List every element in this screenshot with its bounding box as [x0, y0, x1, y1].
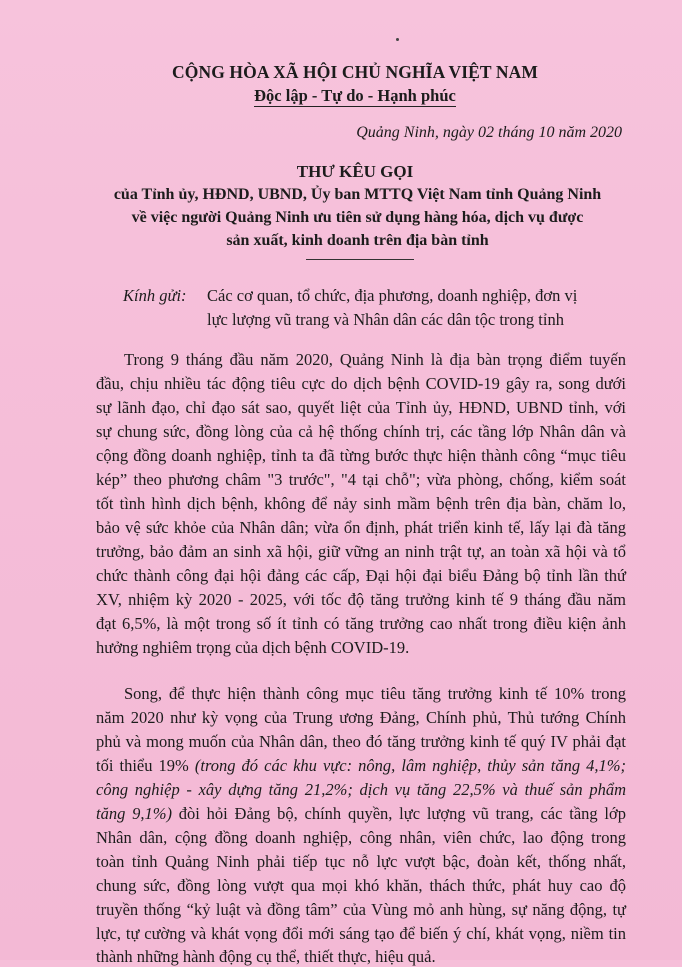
kinh-gui-recipient-line: Các cơ quan, tổ chức, địa phương, doanh nghiệp, đơn vị [207, 286, 578, 305]
paragraph1-line: kép” theo phương châm "3 trước", "4 tại chỗ"; vừa phòng, chống, kiểm soát [96, 470, 626, 489]
paragraph2-line: Song, để thực hiện thành công mục tiêu tăng trưởng kinh tế 10% trong [124, 684, 626, 703]
paragraph1-line: đạt 6,5%, là một trong số ít tỉnh có tăng trưởng cao nhất trong điều kiện ảnh [96, 614, 626, 633]
paragraph2-text: tối thiểu 19% [96, 756, 195, 775]
title-sub-line: về việc người Quảng Ninh ưu tiên sử dụng hàng hóa, dịch vụ được [131, 209, 584, 226]
paragraph2-line: thành những hành động cụ thể, thiết thực, hiệu quả. [96, 947, 436, 966]
paragraph2-italic-text: (trong đó các khu vực: nông, lâm nghiệp, thủy sản tăng 4,1%; [194, 756, 627, 775]
national-motto [14, 86, 682, 106]
kinh-gui-label: Kính gửi: [123, 286, 187, 305]
paragraph1-line: Trong 9 tháng đầu năm 2020, Quảng Ninh là địa bàn trọng điểm tuyến [124, 350, 626, 369]
paragraph2-line: Nhân dân, cộng đồng doanh nghiệp, công nhân, viên chức, lao động trong [96, 828, 626, 847]
title-underline [306, 259, 414, 260]
paragraph2-line [96, 804, 626, 824]
paragraph1-line: XV, nhiệm kỳ 2020 - 2025, với tốc độ tăng trưởng kinh tế 9 tháng đầu năm [96, 590, 626, 609]
paragraph1-line: hưởng nghiêm trọng của dịch bệnh COVID-19. [96, 638, 410, 657]
paragraph1-line: đầu, chịu nhiều tác động tiêu cực do dịch bệnh COVID-19 gây ra, song dưới [96, 374, 626, 393]
paragraph2-line: lực, tự cường và khát vọng đổi mới sáng tạo để biến ý chí, khát vọng, niềm tin [96, 924, 626, 943]
title-sub-line: của Tỉnh ủy, HĐND, UBND, Ủy ban MTTQ Việt Nam tỉnh Quảng Ninh [113, 186, 602, 203]
paragraph2-line: phủ và mong muốn của Nhân dân, theo đó tăng trưởng kinh tế quý IV phải đạt [96, 732, 626, 751]
paragraph2-text: đòi hỏi Đảng bộ, chính quyền, lực lượng vũ trang, các tầng lớp [172, 804, 626, 823]
paragraph1-line: cộng đồng doanh nghiệp, tỉnh ta đã từng bước thực hiện thành công “mục tiêu [96, 446, 626, 465]
national-motto-text: Độc lập - Tự do - Hạnh phúc [254, 86, 456, 105]
paragraph1-line: sự chung sức, đồng lòng của cả hệ thống chính trị, các tầng lớp Nhân dân và [96, 422, 626, 441]
paragraph2-line: công nghiệp - xây dựng tăng 21,2%; dịch vụ tăng 22,5% và thuế sản phẩm [96, 780, 626, 799]
document-title: THƯ KÊU GỌI [296, 162, 414, 181]
title-sub-line: sản xuất, kinh doanh trên địa bàn tỉnh [226, 232, 489, 249]
paragraph2-line: truyền thống “kỷ luật và đồng tâm” của Vùng mỏ anh hùng, sự năng động, tự [96, 900, 626, 919]
paragraph2-line [96, 756, 626, 776]
paragraph1-line: chức thành công đại hội đảng các cấp, Đại hội đại biểu Đảng bộ tỉnh lần thứ [96, 566, 626, 585]
national-header: CỘNG HÒA XÃ HỘI CHỦ NGHĨA VIỆT NAM [172, 62, 538, 82]
paper-speck [396, 38, 399, 41]
paragraph2-line: toàn tỉnh Quảng Ninh phải tiếp tục nỗ lực vượt bậc, đoàn kết, thống nhất, [96, 852, 626, 871]
paragraph2-line: chung sức, đồng lòng vượt qua mọi khó khăn, thách thức, phát huy cao độ [96, 876, 626, 895]
paragraph1-line: tốt tình hình dịch bệnh, không để nảy sinh mầm bệnh trên địa bàn, chăm lo, [96, 494, 626, 513]
paragraph2-italic-text: tăng 9,1%) [96, 804, 172, 823]
kinh-gui-recipient-line: lực lượng vũ trang và Nhân dân các dân tộc trong tỉnh [207, 310, 564, 329]
paragraph1-line: bảo vệ sức khỏe của Nhân dân; vừa ổn định, phát triển kinh tế, lấy lại đà tăng [96, 518, 626, 537]
paragraph2-line: năm 2020 như kỳ vọng của Trung ương Đảng, Chính phủ, Thủ tướng Chính [96, 708, 626, 727]
paragraph1-line: sự lãnh đạo, chỉ đạo sát sao, quyết liệt của Tỉnh ủy, HĐND, UBND tỉnh, với [96, 398, 626, 417]
dateline: Quảng Ninh, ngày 02 tháng 10 năm 2020 [356, 124, 622, 141]
paragraph1-line: trưởng, bảo đảm an sinh xã hội, giữ vững an ninh trật tự, an toàn xã hội và tổ [96, 542, 626, 561]
